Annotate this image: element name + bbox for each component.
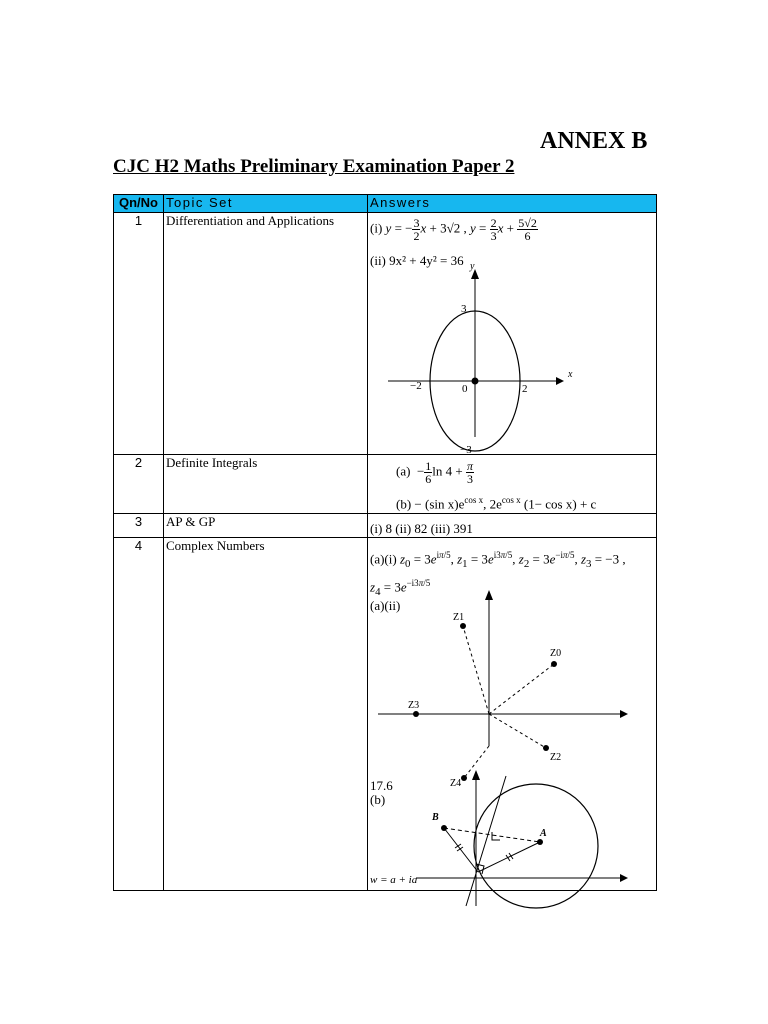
qn-cell: 1: [114, 213, 164, 455]
answer-4-aii-label: (a)(ii): [370, 598, 401, 613]
graph-label-origin: 0: [462, 383, 468, 395]
answer-1-ii: (ii) 9x² + 4y² = 36: [370, 253, 464, 268]
answer-cell: [368, 213, 657, 455]
argand-label-z3: Z3: [408, 700, 420, 711]
table-header-row: [114, 195, 657, 213]
col-header-qn: Qn/No: [114, 195, 164, 213]
answer-4-b-label: (b): [370, 792, 386, 807]
col-header-topic: Topic Set: [164, 195, 368, 213]
page-title: CJC H2 Maths Preliminary Examination Paper 2: [113, 156, 515, 177]
table-row: [114, 455, 657, 514]
graph-label-left: −2: [410, 380, 422, 392]
graph-label-x: x: [568, 369, 573, 380]
answer-cell: [368, 514, 657, 538]
answer-2-a: (a) − $\frac{1}{6}$ ln 4 + $\frac{\pi}{3}$: [396, 459, 473, 486]
answer-1-i: (i) y = − $\frac{3}{2}$ x + 3√2 , y = $\frac{2}{3}$ x + $\frac{5√2}{6}$: [370, 216, 537, 243]
qn-cell: 3: [114, 514, 164, 538]
qn-cell: 4: [114, 538, 164, 891]
answers-table: [113, 194, 657, 891]
topic-cell: Definite Integrals: [164, 455, 368, 514]
ellipse-graph: [388, 261, 588, 456]
col-header-answers: Answers: [368, 195, 657, 213]
table-row: [114, 213, 657, 455]
topic-cell: AP & GP: [164, 514, 368, 538]
answer-cell: [368, 455, 657, 514]
argand-diagram: [368, 586, 638, 746]
graph-label-top: 3: [461, 303, 467, 315]
graph-label-bottom: −3: [460, 444, 472, 456]
answer-4-value: 17.6: [370, 778, 393, 793]
annex-label: ANNEX B: [540, 128, 648, 154]
answer-4-ai: (a)(i) $z_0 = 3e^{i\pi/5}$, $z_1 = 3e^{i3\pi/5}$, $z_2 = 3e^{-i\pi/5}$, $z_3 = -3$ ,: [370, 550, 626, 570]
answer-4-footer: w = a + ia: [370, 874, 418, 886]
argand-label-z4: Z4: [450, 778, 462, 789]
answer-2-b: (b) − (sin $x)e^{cos x}$, $2e^{cos x}$ (1− cos x) + c: [396, 495, 597, 512]
argand-label-z2: Z2: [550, 752, 562, 763]
argand-label-z0: Z0: [550, 648, 562, 659]
table-row: [114, 538, 657, 891]
answer-4-z4: $z_4 = 3e^{-i3\pi/5}$: [370, 578, 431, 598]
topic-cell: Complex Numbers: [164, 538, 368, 891]
qn-cell: 2: [114, 455, 164, 514]
circle-label-a: A: [540, 828, 547, 839]
table-row: [114, 514, 657, 538]
circle-label-b: B: [432, 812, 439, 823]
graph-label-right: 2: [522, 383, 528, 395]
topic-cell: Differentiation and Applications: [164, 213, 368, 455]
answer-3: (i) 8 (ii) 82 (iii) 391: [370, 521, 473, 536]
argand-label-z1: Z1: [453, 612, 465, 623]
graph-label-y: y: [470, 261, 475, 272]
answer-cell: [368, 538, 657, 891]
